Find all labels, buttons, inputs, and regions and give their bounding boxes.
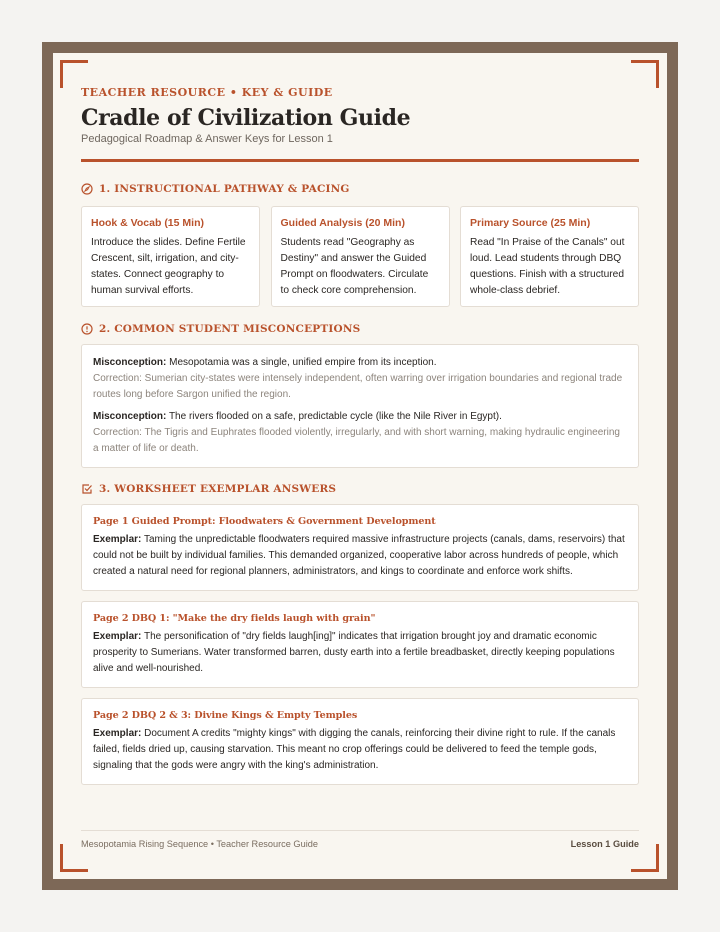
exemplar-title: Page 2 DBQ 2 & 3: Divine Kings & Empty Temples <box>93 710 358 721</box>
checkbox-icon <box>81 483 93 495</box>
misconception-label: Misconception: <box>93 357 167 368</box>
exemplar-body <box>93 629 627 677</box>
pacing-card <box>271 206 450 307</box>
pacing-card <box>460 206 639 307</box>
footer-left: Mesopotamia Rising Sequence • Teacher Resource Guide <box>81 839 318 849</box>
correction-text: Correction: Sumerian city-states were intensely independent, often warring over irrigation boundaries and regional trade routes long before Sargon unified the region. <box>93 373 623 400</box>
section-title: 2. COMMON STUDENT MISCONCEPTIONS <box>99 323 361 335</box>
section-heading-pathway <box>81 180 639 198</box>
misconception-label: Misconception: <box>93 411 167 422</box>
section-title: 3. WORKSHEET EXEMPLAR ANSWERS <box>99 483 337 495</box>
card-body: Introduce the slides. Define Fertile Crescent, silt, irrigation, and city-states. Connect geography to human survival efforts. <box>91 237 246 296</box>
page-footer <box>81 830 639 849</box>
exemplar-text: Taming the unpredictable floodwaters required massive infrastructure projects (canals, dams, reservoirs) that could not be built by individual families. This demanded organized, cooperative labor across hundreds of people, which created a natural need for regional planners, administrators, and kings to coordinate and enforce work shifts. <box>93 534 625 577</box>
exemplar-text: Document A credits "mighty kings" with digging the canals, reinforcing their divine right to rule. If the canals failed, fields dried up, causing starvation. This meant no crop offerings could be delivered to feed the temple gods, signaling that the gods were angry with the king's administration. <box>93 728 616 771</box>
page-title: Cradle of Civilization Guide <box>81 105 411 131</box>
card-title: Hook & Vocab (15 Min) <box>91 217 204 229</box>
pacing-card <box>81 206 260 307</box>
misconception-text: Mesopotamia was a single, unified empire from its inception. <box>166 357 437 368</box>
page-subtitle: Pedagogical Roadmap & Answer Keys for Lesson 1 <box>81 133 333 145</box>
exemplar-title: Page 2 DBQ 1: "Make the dry fields laugh with grain" <box>93 613 376 624</box>
section-heading-exemplars <box>81 480 639 498</box>
exemplar-card <box>81 504 639 591</box>
correction-text: Correction: The Tigris and Euphrates flooded violently, irregularly, and with short warning, making hydraulic engineering a matter of life or death. <box>93 427 620 454</box>
section-heading-misconceptions <box>81 320 639 338</box>
exemplar-label: Exemplar: <box>93 728 142 739</box>
exemplar-body <box>93 726 627 774</box>
card-title: Guided Analysis (20 Min) <box>280 217 405 229</box>
header-divider <box>81 159 639 162</box>
exemplar-title: Page 1 Guided Prompt: Floodwaters & Government Development <box>93 516 436 527</box>
exemplar-text: The personification of "dry fields laugh[ing]" indicates that irrigation brought joy and dramatic economic prosperity to Sumerians. Water transformed barren, dusty earth into a fertile breadbasket, directly keeping populations alive and well-nourished. <box>93 631 615 674</box>
compass-icon <box>81 183 93 195</box>
card-title: Primary Source (25 Min) <box>470 217 591 229</box>
exemplar-label: Exemplar: <box>93 631 142 642</box>
exemplar-label: Exemplar: <box>93 534 142 545</box>
misconception-item <box>93 355 627 403</box>
section-title: 1. INSTRUCTIONAL PATHWAY & PACING <box>99 183 350 195</box>
alert-circle-icon <box>81 323 93 335</box>
exemplar-card <box>81 601 639 688</box>
eyebrow-label: TEACHER RESOURCE • KEY & GUIDE <box>81 86 333 99</box>
pacing-cards <box>81 206 639 307</box>
misconceptions-box <box>81 344 639 468</box>
card-body: Students read "Geography as Destiny" and answer the Guided Prompt on floodwaters. Circulate to check core comprehension. <box>280 237 429 296</box>
misconception-item <box>93 409 627 457</box>
footer-right: Lesson 1 Guide <box>570 839 639 849</box>
exemplar-card <box>81 698 639 785</box>
document-content <box>81 84 639 785</box>
card-body: Read "In Praise of the Canals" out loud. Lead students through DBQ questions. Finish with a structured whole-class debrief. <box>470 237 625 296</box>
misconception-text: The rivers flooded on a safe, predictable cycle (like the Nile River in Egypt). <box>166 411 502 422</box>
exemplar-body <box>93 532 627 580</box>
